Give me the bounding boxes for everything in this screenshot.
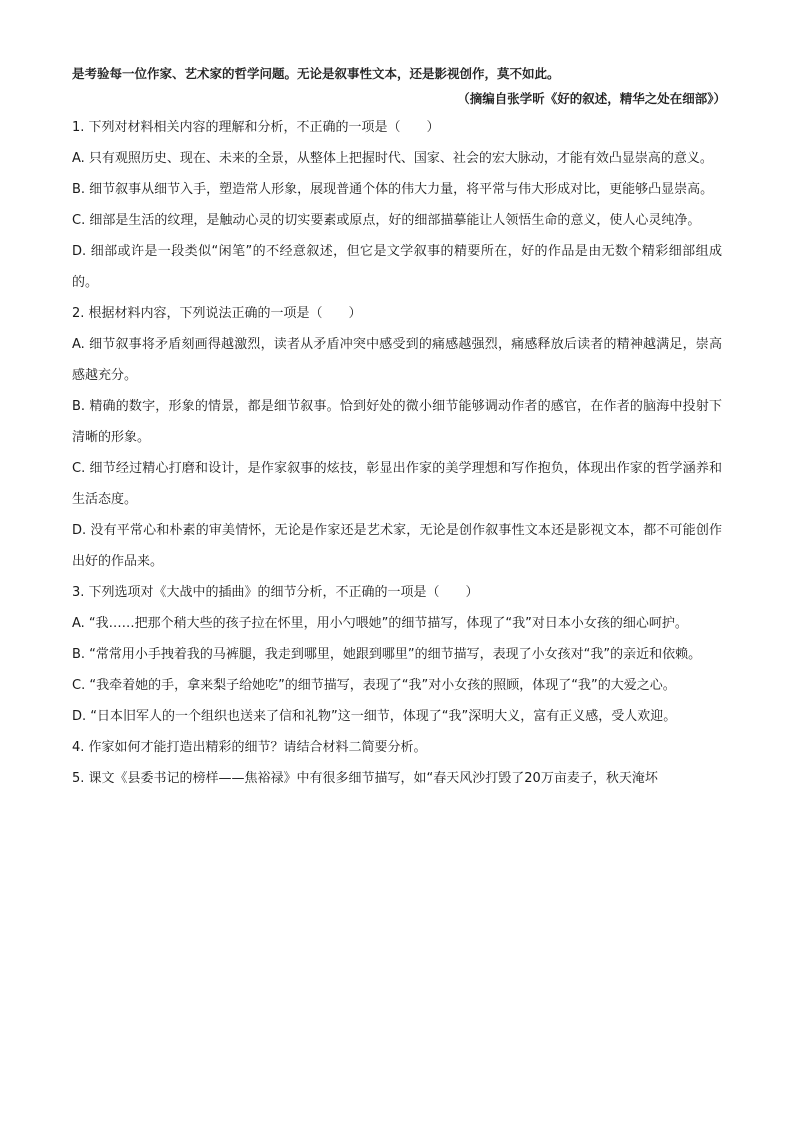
question-stem: 1. 下列对材料相关内容的理解和分析，不正确的一项是（ ） (72, 120, 440, 135)
option-d: D. “日本旧军人的一个组织也送来了信和礼物”这一细节，体现了“我”深明大义，富有正义感，受人欢迎。 (72, 709, 677, 724)
question-2 (72, 298, 722, 577)
option-a: A. 只有观照历史、现在、未来的全景，从整体上把握时代、国家、社会的宏大脉动，才能有效凸显崇高的意义。 (72, 151, 713, 166)
question-3 (72, 577, 722, 732)
source-citation: （摘编自张学昕《好的叙述，精华之处在细部》） (457, 91, 726, 106)
option-c: C. 细部是生活的纹理，是触动心灵的切实要素或原点，好的细部描摹能让人领悟生命的意义，使人心灵纯净。 (72, 213, 701, 228)
option-d: D. 没有平常心和朴素的审美情怀，无论是作家还是艺术家，无论是创作叙事性文本还是影视文本，都不可能创作出好的作品来。 (72, 523, 722, 569)
intro-line: 是考验每一位作家、艺术家的哲学问题。无论是叙事性文本，还是影视创作，莫不如此。 (72, 66, 560, 81)
question-stem: 2. 根据材料内容，下列说法正确的一项是（ ） (72, 306, 362, 321)
document-page (72, 62, 726, 794)
question-stem: 4. 作家如何才能打造出精彩的细节？请结合材料二简要分析。 (72, 740, 427, 755)
question-stem: 3. 下列选项对《大战中的插曲》的细节分析，不正确的一项是（ ） (72, 585, 479, 600)
question-stem: 5. 课文《县委书记的榜样——焦裕禄》中有很多细节描写，如“春天风沙打毁了20万亩麦子，秋天淹坏 (72, 771, 658, 786)
option-b: B. 精确的数字，形象的情景，都是细节叙事。恰到好处的微小细节能够调动作者的感官，在作者的脑海中投射下清晰的形象。 (72, 399, 722, 445)
option-c: C. 细节经过精心打磨和设计，是作家叙事的炫技，彰显出作家的美学理想和写作抱负，体现出作家的哲学涵养和生活态度。 (72, 461, 722, 507)
option-c: C. “我牵着她的手，拿来梨子给她吃”的细节描写，表现了“我”对小女孩的照顾，体现了“我”的大爱之心。 (72, 678, 676, 693)
option-b: B. “常常用小手拽着我的马裤腿，我走到哪里，她跟到哪里”的细节描写，表现了小女孩对“我”的亲近和依赖。 (72, 647, 702, 662)
option-b: B. 细节叙事从细节入手，塑造常人形象，展现普通个体的伟大力量，将平常与伟大形成对比，更能够凸显崇高。 (72, 182, 714, 197)
option-d: D. 细部或许是一段类似“闲笔”的不经意叙述，但它是文学叙事的精要所在，好的作品是由无数个精彩细部组成的。 (72, 244, 722, 290)
question-4 (72, 732, 722, 763)
option-a: A. “我……把那个稍大些的孩子拉在怀里，用小勺喂她”的细节描写，体现了“我”对日本小女孩的细心呵护。 (72, 616, 688, 631)
question-5 (72, 763, 722, 794)
question-1 (72, 112, 722, 298)
option-a: A. 细节叙事将矛盾刻画得越激烈，读者从矛盾冲突中感受到的痛感越强烈，痛感释放后读者的精神越满足，崇高感越充分。 (72, 337, 722, 383)
